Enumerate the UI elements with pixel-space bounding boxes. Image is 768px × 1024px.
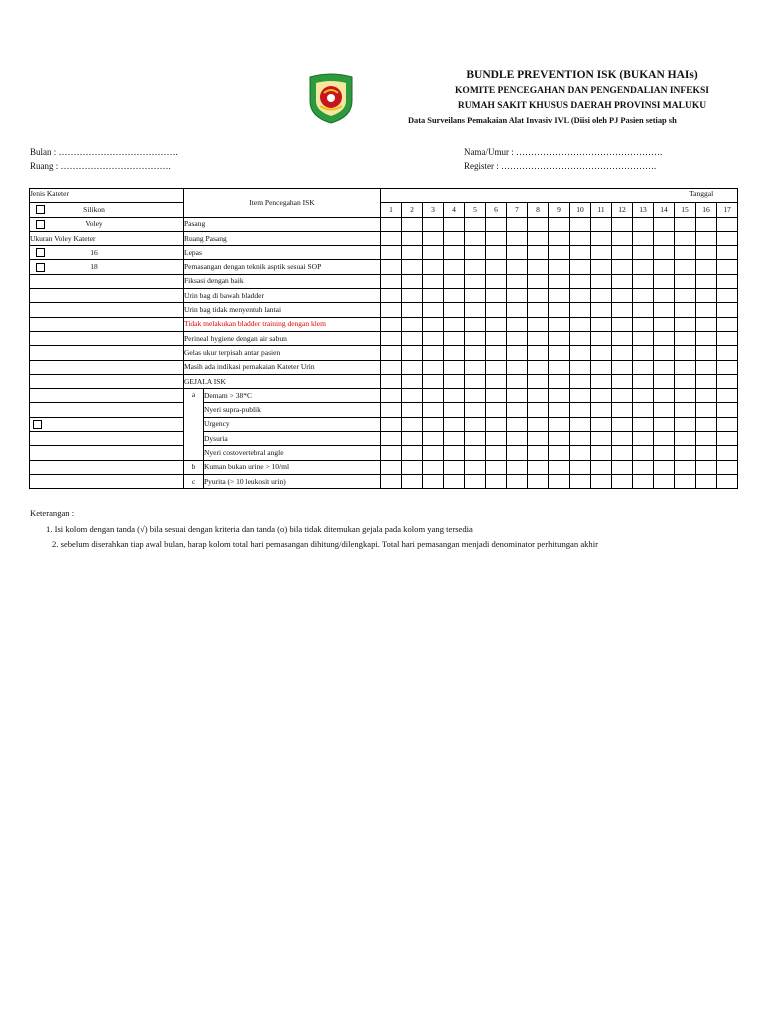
item-label: Urin bag tidak menyentuh lantai xyxy=(184,303,381,317)
day-header: 13 xyxy=(633,203,654,217)
gejala-item: Kuman bukan urine > 10/ml xyxy=(204,460,381,474)
day-header: 2 xyxy=(402,203,423,217)
day-header: 8 xyxy=(528,203,549,217)
gejala-item: Dysuria xyxy=(204,432,381,446)
size18-cell[interactable] xyxy=(30,260,184,274)
table-row xyxy=(30,403,738,417)
item-label: Pasang xyxy=(184,217,381,231)
table-row xyxy=(30,446,738,460)
item-label: Pemasangan dengan teknik asptik sesuai SOP xyxy=(184,260,381,274)
item-label: Lepas xyxy=(184,246,381,260)
note-1: 1. Isi kolom dengan tanda (√) bila sesuai dengan kriteria dan tanda (o) bila tidak ditemukan gejala pada kolom yang tersedia xyxy=(46,524,473,534)
table-row xyxy=(30,289,738,303)
day-header: 3 xyxy=(423,203,444,217)
table-row xyxy=(30,432,738,446)
size18-label: 18 xyxy=(90,262,98,272)
size18-checkbox[interactable] xyxy=(36,263,45,272)
item-label: Gelas ukur terpisah antar pasien xyxy=(184,346,381,360)
day-header: 6 xyxy=(486,203,507,217)
item-label: Masih ada indikasi pemakaian Kateter Urin xyxy=(184,360,381,374)
gejala-heading: GEJALA ISK xyxy=(184,374,381,388)
voley-cell[interactable] xyxy=(30,217,184,231)
col-jenis-kateter: Jenis Kateter xyxy=(30,189,184,203)
table-row xyxy=(30,474,738,488)
gejala-b-marker: b xyxy=(184,460,204,474)
table-row xyxy=(30,274,738,288)
size16-checkbox[interactable] xyxy=(36,248,45,257)
size16-label: 16 xyxy=(90,247,98,257)
day-header: 11 xyxy=(591,203,612,217)
hospital-logo xyxy=(306,73,356,125)
committee-name: KOMITE PENCEGAHAN DAN PENGENDALIAN INFEKSI xyxy=(455,86,709,96)
day-header: 10 xyxy=(570,203,591,217)
table-row xyxy=(30,374,738,388)
table-header-row xyxy=(30,189,738,203)
days-row xyxy=(30,203,738,217)
silikon-cell[interactable] xyxy=(30,203,184,217)
table-row xyxy=(30,260,738,274)
table-row xyxy=(30,246,738,260)
ruang-field[interactable]: Ruang : ………………………………. xyxy=(30,161,171,171)
day-header: 1 xyxy=(381,203,402,217)
surveillance-table xyxy=(29,188,738,489)
item-label: Perineal hygiene dengan air sabun xyxy=(184,331,381,345)
table-row xyxy=(30,331,738,345)
day-header: 5 xyxy=(465,203,486,217)
item-label: Urin bag di bawah bladder xyxy=(184,289,381,303)
col-item-pencegahan: Item Pencegahan ISK xyxy=(184,189,381,218)
day-header: 4 xyxy=(444,203,465,217)
gejala-item: Demam > 38*C xyxy=(204,389,381,403)
voley-checkbox[interactable] xyxy=(36,220,45,229)
hospital-name: RUMAH SAKIT KHUSUS DAERAH PROVINSI MALUKU xyxy=(457,101,707,111)
day-header: 17 xyxy=(717,203,738,217)
bulan-field[interactable]: Bulan : …………………………………. xyxy=(30,147,178,157)
table-row xyxy=(30,389,738,403)
col-tanggal: Tanggal xyxy=(381,189,738,203)
document-subtitle: Data Surveilans Pemakaian Alat Invasiv IVL (Diisi oleh PJ Pasien setiap sh xyxy=(408,116,677,125)
nama-umur-field[interactable]: Nama/Umur : …………………………………………. xyxy=(464,147,663,157)
day-header: 16 xyxy=(696,203,717,217)
voley-label: Voley xyxy=(85,219,103,229)
gejala-item: Pyurita (> 10 leukosit urin) xyxy=(204,474,381,488)
silikon-label: Silikon xyxy=(83,204,105,214)
item-label: Ruang Pasang xyxy=(184,231,381,245)
gejala-item: Nyeri supra-publik xyxy=(204,403,381,417)
table-row xyxy=(30,303,738,317)
table-row xyxy=(30,417,738,431)
gejala-item: Nyeri costovertebral angle xyxy=(204,446,381,460)
gejala-a-marker: a xyxy=(184,389,204,460)
table-row xyxy=(30,460,738,474)
silikon-checkbox[interactable] xyxy=(36,205,45,214)
table-row xyxy=(30,231,738,245)
gejala-item: Urgency xyxy=(204,417,381,431)
day-header: 7 xyxy=(507,203,528,217)
item-label: Fiksasi dengan baik xyxy=(184,274,381,288)
table-row xyxy=(30,346,738,360)
day-header: 9 xyxy=(549,203,570,217)
document-title: BUNDLE PREVENTION ISK (BUKAN HAIs) xyxy=(466,69,698,81)
day-header: 15 xyxy=(675,203,696,217)
day-header: 14 xyxy=(654,203,675,217)
notes-title: Keterangan : xyxy=(30,508,75,518)
item-label-alert: Tidak melakukan bladder training dengan klem xyxy=(184,317,381,331)
extra-checkbox[interactable] xyxy=(33,420,42,429)
day-header: 12 xyxy=(612,203,633,217)
table-row xyxy=(30,317,738,331)
gejala-c-marker: c xyxy=(184,474,204,488)
table-row xyxy=(30,217,738,231)
size16-cell[interactable] xyxy=(30,246,184,260)
ukuran-label: Ukuran Voley Kateter xyxy=(30,231,184,245)
table-row xyxy=(30,360,738,374)
note-2: 2. sebelum diserahkan tiap awal bulan, harap kolom total hari pemasangan dihitung/dilengkapi. Total hari pemasangan menjadi denominator perhitungan akhir xyxy=(52,539,598,549)
register-field[interactable]: Register : ……………………………………………. xyxy=(464,161,657,171)
extra-checkbox-cell[interactable] xyxy=(30,417,184,431)
